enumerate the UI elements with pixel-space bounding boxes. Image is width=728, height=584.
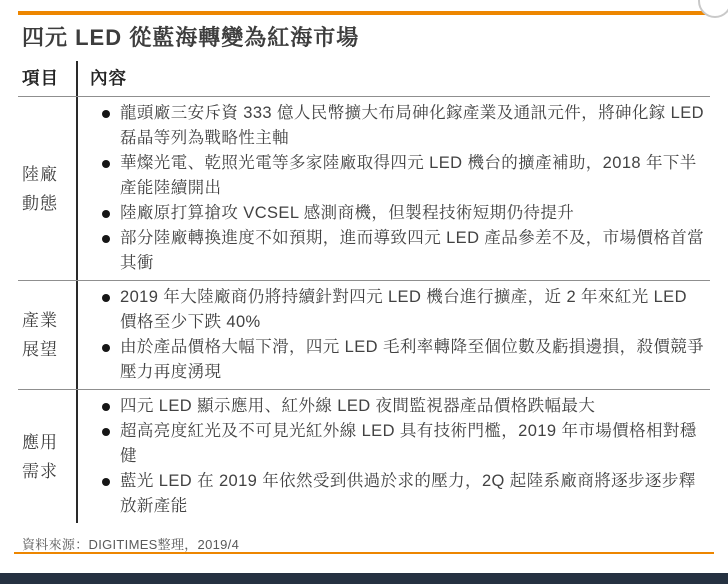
bullet-icon xyxy=(102,210,110,218)
bullet-icon xyxy=(102,428,110,436)
row-content-cell xyxy=(78,281,710,389)
bullet-item xyxy=(102,469,710,519)
table-row-factory-dynamics xyxy=(18,97,710,281)
bullet-text: 華燦光電、乾照光電等多家陸廠取得四元 LED 機台的擴產補助，2018 年下半產能陸續開出 xyxy=(120,154,697,197)
source-note: 資料來源：DIGITIMES整理，2019/4 xyxy=(22,537,240,552)
row-label: 應用需求 xyxy=(22,432,58,481)
bullet-icon xyxy=(102,294,110,302)
bullet-item xyxy=(102,201,710,226)
bullet-icon xyxy=(102,235,110,243)
bullet-icon xyxy=(102,344,110,352)
bullet-item xyxy=(102,151,710,201)
top-accent-rule xyxy=(18,11,710,15)
bullet-text: 由於產品價格大幅下滑，四元 LED 毛利率轉降至個位數及虧損邊損，殺價競爭壓力再度湧現 xyxy=(120,338,705,381)
table-row-application-demand xyxy=(18,390,710,523)
bullet-text: 部分陸廠轉換進度不如預期，進而導致四元 LED 產品參差不及，市場價格首當其衝 xyxy=(120,229,705,272)
row-content-cell xyxy=(78,390,710,523)
bullet-item xyxy=(102,285,710,335)
row-label-cell xyxy=(18,97,78,280)
footer-bar xyxy=(0,573,728,584)
bullet-item xyxy=(102,101,710,151)
bullet-icon xyxy=(102,478,110,486)
bullet-item xyxy=(102,419,710,469)
bullet-text: 超高亮度紅光及不可見光紅外線 LED 具有技術門檻，2019 年市場價格相對穩健 xyxy=(120,422,697,465)
bullet-text: 龍頭廠三安斥資 333 億人民幣擴大布局砷化鎵產業及通訊元件，將砷化鎵 LED 磊晶等列為戰略性主軸 xyxy=(120,104,704,147)
row-label-cell xyxy=(18,390,78,523)
row-content-cell xyxy=(78,97,710,280)
content-table xyxy=(18,61,710,523)
table-row-industry-outlook xyxy=(18,281,710,390)
bullet-icon xyxy=(102,160,110,168)
bullet-icon xyxy=(102,110,110,118)
bullet-text: 藍光 LED 在 2019 年依然受到供過於求的壓力，2Q 起陸系廠商將逐步逐步釋放新產能 xyxy=(120,472,696,515)
row-label-cell xyxy=(18,281,78,389)
figure-title: 四元 LED 從藍海轉變為紅海市場 xyxy=(22,25,360,50)
table-header-row xyxy=(18,61,710,97)
bullet-text: 陸廠原打算搶攻 VCSEL 感測商機，但製程技術短期仍待提升 xyxy=(120,204,575,222)
column-header-item: 項目 xyxy=(18,61,78,96)
row-label: 陸廠動態 xyxy=(22,164,58,213)
bullet-icon xyxy=(102,403,110,411)
row-label: 產業展望 xyxy=(22,311,58,359)
bottom-accent-rule xyxy=(14,552,714,554)
bullet-item xyxy=(102,226,710,276)
column-header-content: 內容 xyxy=(90,68,127,88)
bullet-text: 2019 年大陸廠商仍將持續針對四元 LED 機台進行擴產，近 2 年來紅光 LED 價格至少下跌 40% xyxy=(120,288,687,331)
bullet-item xyxy=(102,335,710,385)
bullet-item xyxy=(102,394,710,419)
bullet-text: 四元 LED 顯示應用、紅外線 LED 夜間監視器產品價格跌幅最大 xyxy=(120,397,596,415)
corner-circle-decoration xyxy=(698,0,728,18)
